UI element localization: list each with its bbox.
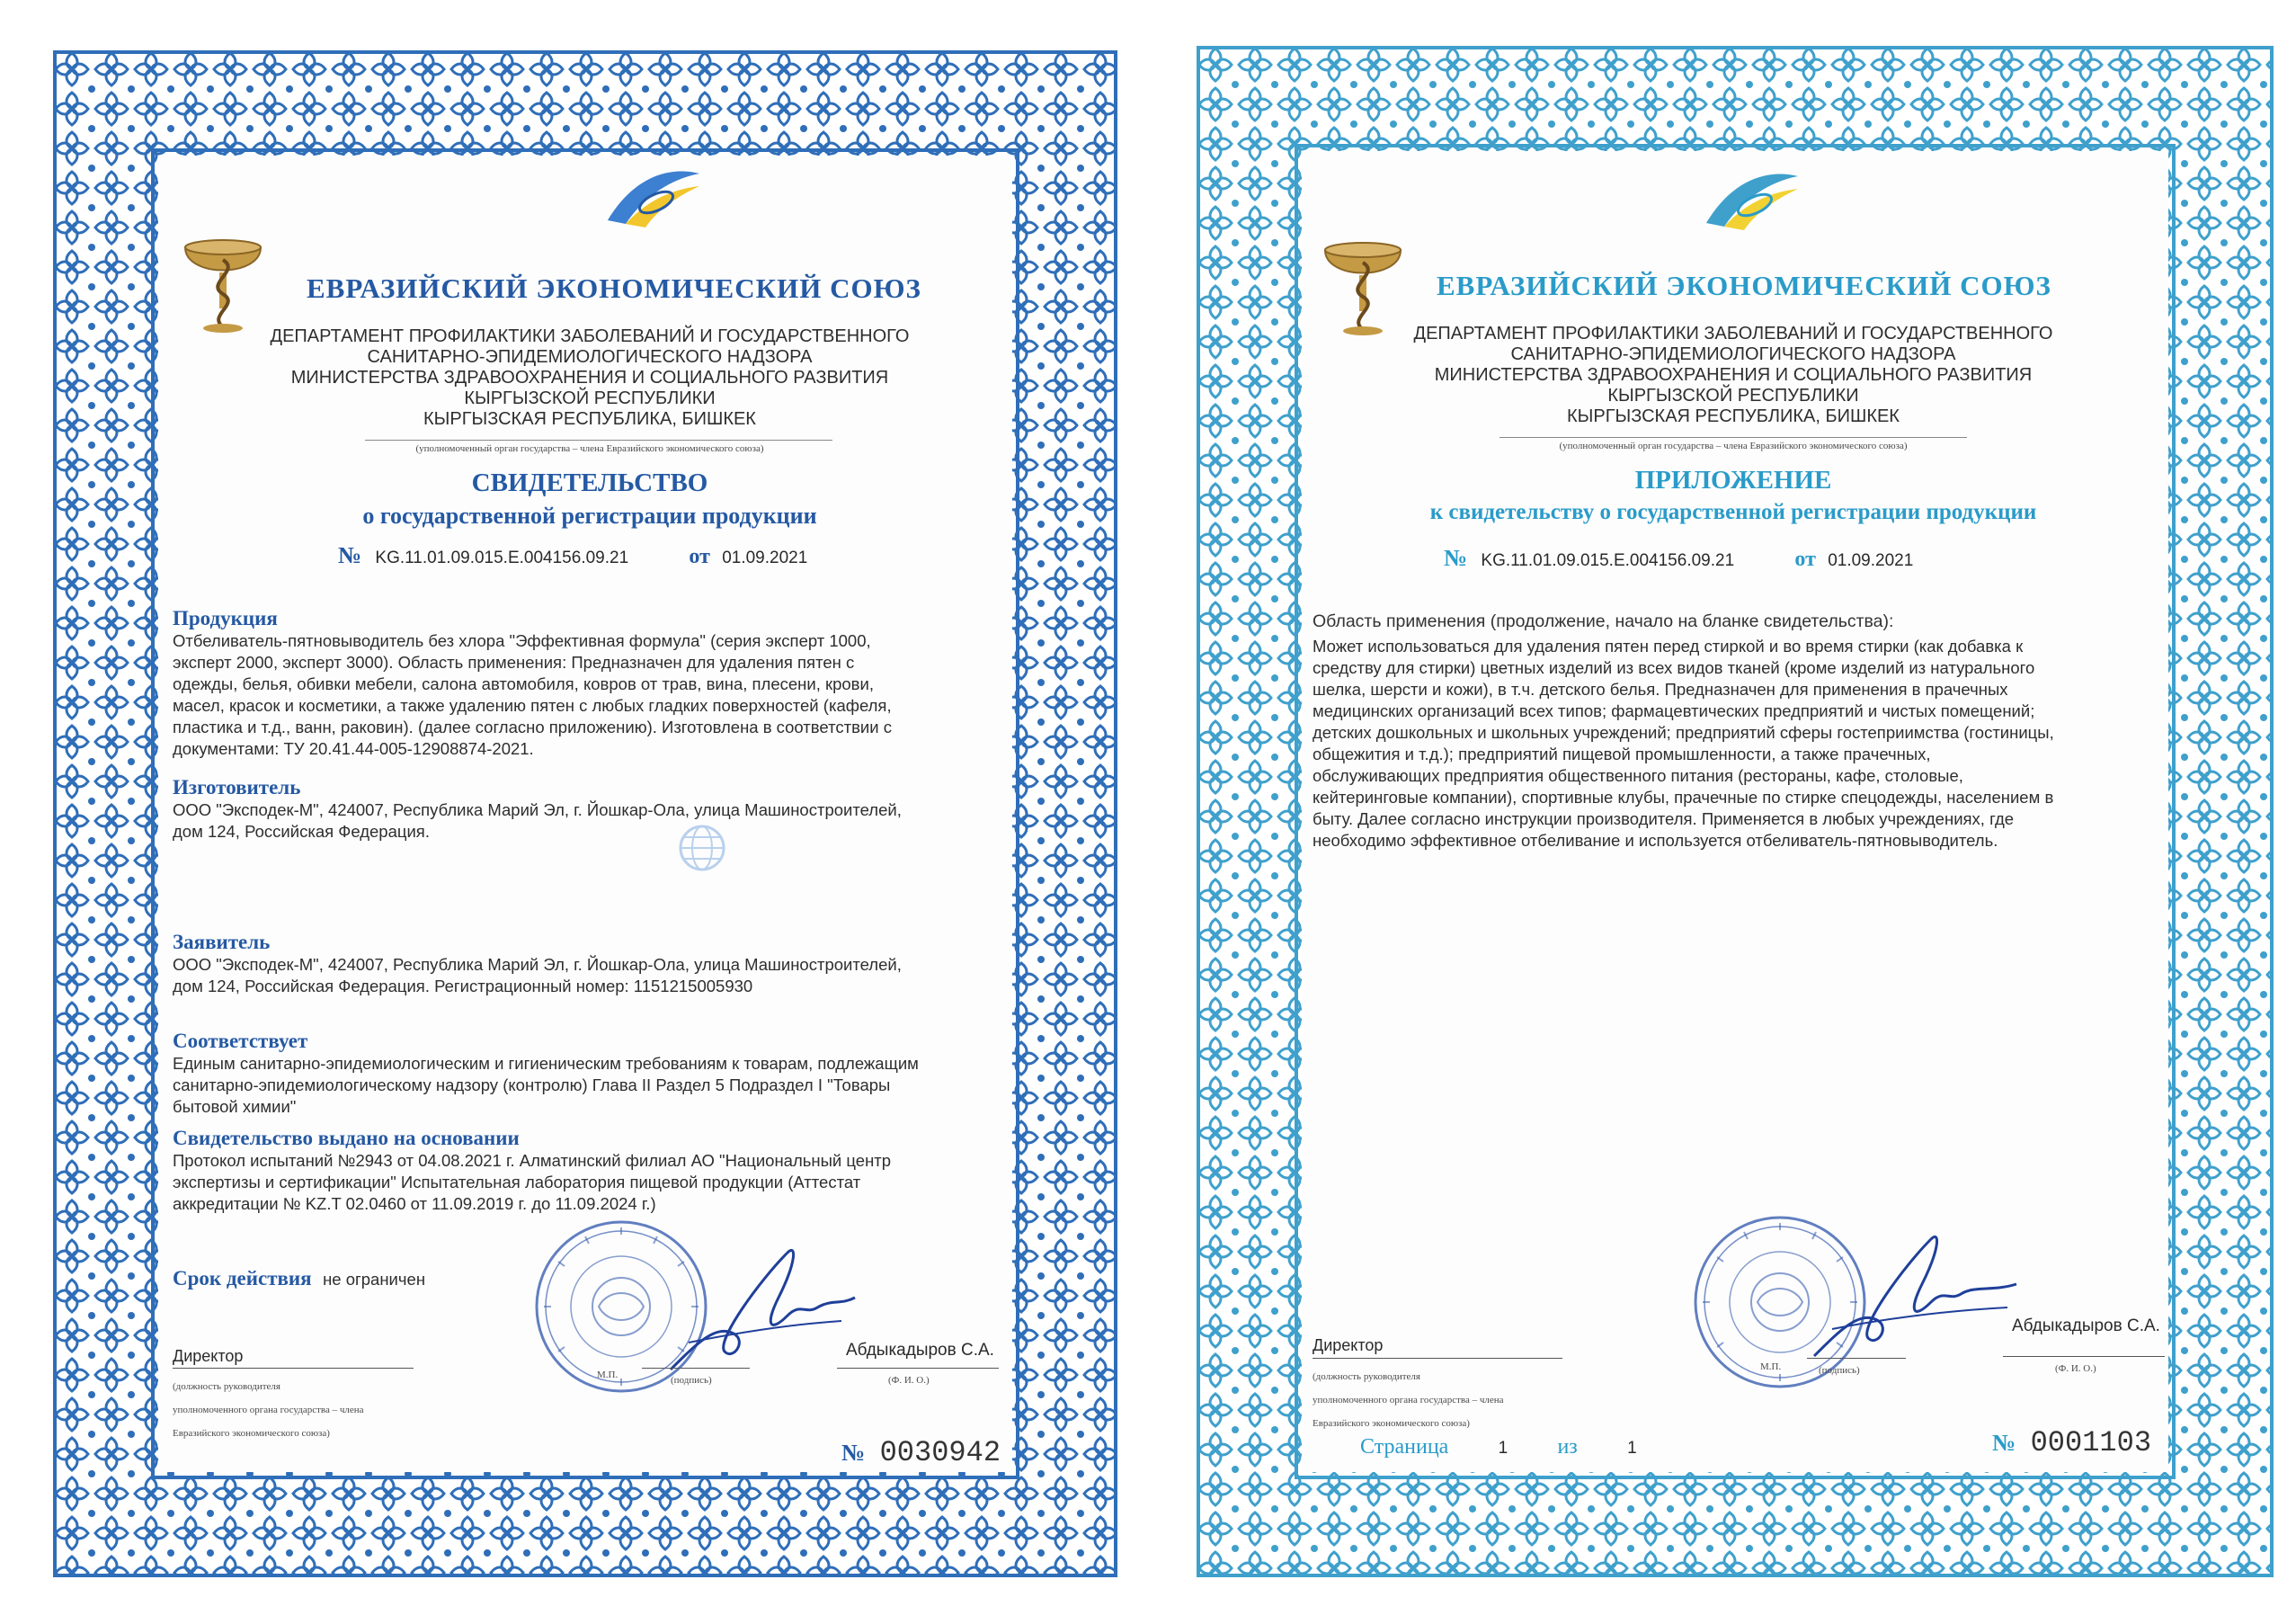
dept-line: САНИТАРНО-ЭПИДЕМИОЛОГИЧЕСКОГО НАДЗОРА: [1510, 344, 1956, 364]
section-applicant: [173, 931, 1000, 997]
union-name: ЕВРАЗИЙСКИЙ ЭКОНОМИЧЕСКИЙ СОЮЗ: [1437, 270, 2051, 301]
page-counter: [1360, 1435, 1637, 1459]
registration-line: [1444, 545, 2073, 572]
seal-place-label: М.П.: [1760, 1361, 1782, 1372]
bowl-of-hygieia-icon: [1318, 230, 1408, 338]
section-product: [173, 607, 1000, 760]
text-line: ООО "Экcподек-М", 424007, Республика Марий Эл, г. Йошкар-Ола, улица Машиностроителей,: [173, 955, 902, 974]
dept-line: ДЕПАРТАМЕНТ ПРОФИЛАКТИКИ ЗАБОЛЕВАНИЙ И ГОСУДАРСТВЕННОГО: [270, 326, 910, 346]
text-line: быту. Далее согласно инструкции производителя. Применяется в любых учреждениях, где: [1313, 809, 2015, 828]
fio-label: (Ф. И. О.): [888, 1375, 930, 1386]
text-line: эксперт 2000, эксперт 3000). Область применения: Предназначен для удаления пятен с: [173, 653, 855, 672]
text-line: аккредитации № KZ.T 02.0460 от 11.09.2019 г. до 11.09.2024 г.): [173, 1194, 656, 1213]
signature-icon: [662, 1235, 859, 1388]
text-line: Протокол испытаний №2943 от 04.08.2021 г. Алматинский филиал АО "Национальный центр: [173, 1151, 892, 1170]
text-line: обслуживающих предприятия общественного питания (рестораны, кафе, столовые,: [1313, 766, 1963, 785]
text-line: пластика и т.д., ванн, раковин). (далее согласно приложению). Изготовлена в соответствии с: [173, 718, 892, 736]
appendix-body: [1302, 151, 2168, 1472]
note-line: Евразийского экономического союза): [1313, 1418, 1470, 1429]
note-line: уполномоченного органа государства – члена: [173, 1405, 364, 1415]
document-title: СВИДЕТЕЛЬСТВО: [471, 468, 708, 497]
text-line: кейтеринговые компании), спортивные клубы, прачечные по стирке спецодежды, населением в: [1313, 788, 2054, 807]
director-note: [173, 1375, 364, 1445]
globe-watermark-icon: [675, 821, 729, 875]
text-line: общежития и т.д.); предприятий пищевой промышленности, а также прачечных,: [1313, 745, 1931, 763]
section-heading: Соответствует: [173, 1030, 308, 1052]
section-heading: Свидетельство выдано на основании: [173, 1127, 520, 1149]
text-line: шелка, шерсти и кожи), в т.ч. детского белья. Предназначен для применения в прачечных: [1313, 680, 2008, 699]
section-heading: Изготовитель: [173, 776, 301, 799]
certificate-sheet: [52, 49, 1118, 1578]
section-heading: Заявитель: [173, 931, 271, 953]
dept-line: КЫРГЫЗСКОЙ РЕСПУБЛИКИ: [464, 388, 716, 408]
eaeu-logo-icon: [599, 166, 707, 229]
section-body: [173, 954, 1000, 997]
text-line: документами: ТУ 20.41.44-005-12908874-2021.: [173, 739, 534, 758]
section-conformity: [173, 1030, 1000, 1118]
dept-line: ДЕПАРТАМЕНТ ПРОФИЛАКТИКИ ЗАБОЛЕВАНИЙ И ГОСУДАРСТВЕННОГО: [1413, 324, 2053, 344]
blank-number-row: [841, 1436, 1001, 1469]
fio-label: (Ф. И. О.): [2055, 1363, 2096, 1374]
department-block: [230, 326, 949, 430]
number-sign: №: [1444, 545, 1468, 571]
page-total: 1: [1627, 1439, 1637, 1458]
bowl-of-hygieia-icon: [178, 228, 268, 335]
section-manufacturer: [173, 776, 1000, 843]
page-label: Страница: [1360, 1435, 1449, 1459]
note-line: (должность руководителя: [173, 1381, 280, 1392]
director-label: Директор: [1313, 1336, 1384, 1354]
signer-name: Абдыкадыров С.А.: [2012, 1316, 2160, 1335]
validity-value: не ограничен: [323, 1270, 426, 1289]
director-note: [1313, 1365, 1504, 1435]
text-line: медицинских организаций всех типов; фармацевтических предприятий и чистых помещений;: [1313, 701, 2035, 720]
document-subtitle: о государственной регистрации продукции: [362, 503, 817, 529]
text-line: дом 124, Российская Федерация.: [173, 822, 430, 841]
date-label: от: [1794, 548, 1816, 571]
section-heading: Продукция: [173, 607, 278, 629]
text-line: Отбеливатель-пятновыводитель без хлора "Эффективная формула" (серия эксперт 1000,: [173, 631, 871, 650]
authority-note: (уполномоченный орган государства – члена Евразийского экономического союза): [1559, 441, 1908, 451]
blank-number-row: [1992, 1426, 2151, 1459]
number-sign: №: [1992, 1430, 2016, 1456]
validity-label: Срок действия: [173, 1267, 312, 1289]
department-block: [1365, 324, 2102, 427]
text-line: дом 124, Российская Федерация. Регистрационный номер: 1151215005930: [173, 977, 753, 995]
appendix-sheet: [1196, 45, 2274, 1578]
text-line: санитарно-эпидемиологическому надзору (контролю) Глава II Раздел 5 Подраздел I "Товары: [173, 1075, 891, 1094]
director-label: Директор: [173, 1347, 244, 1365]
section-body: [173, 799, 1000, 843]
registration-line: [338, 542, 967, 569]
text-line: ООО "Экcподек-М", 424007, Республика Марий Эл, г. Йошкар-Ола, улица Машиностроителей,: [173, 800, 902, 819]
blank-number: 0030942: [879, 1436, 1001, 1469]
number-sign: №: [338, 542, 362, 568]
dept-line: САНИТАРНО-ЭПИДЕМИОЛОГИЧЕСКОГО НАДЗОРА: [367, 347, 813, 367]
registration-number: KG.11.01.09.015.E.004156.09.21: [1481, 551, 1735, 570]
signature-label: (подпись): [1819, 1365, 1860, 1376]
section-body: [173, 630, 1000, 760]
section-body: [173, 1150, 1000, 1215]
signature-label: (подпись): [671, 1375, 712, 1386]
text-line: одежды, белья, обивки мебели, салона автомобиля, ковров от трав, вина, плесени, крови,: [173, 674, 874, 693]
eaeu-logo-icon: [1697, 169, 1805, 232]
signer-name: Абдыкадыров С.А.: [846, 1341, 994, 1360]
note-line: Евразийского экономического союза): [173, 1428, 330, 1439]
section-heading: Область применения (продолжение, начало на бланке свидетельства):: [1313, 611, 1894, 631]
dept-line: КЫРГЫЗСКАЯ РЕСПУБЛИКА, БИШКЕК: [423, 409, 756, 429]
section-body: [173, 1053, 1000, 1118]
text-line: Единым санитарно-эпидемиологическим и гигиеническим требованиям к товарам, подлежащим: [173, 1054, 919, 1073]
section-body: [1313, 636, 2167, 852]
document-subtitle: к свидетельству о государственной регистрации продукции: [1429, 500, 2037, 524]
blank-number: 0001103: [2030, 1426, 2152, 1459]
text-line: средству для стирки) цветных изделий из всех видов тканей (кроме изделий из натурального: [1313, 658, 2035, 677]
text-line: бытовой химии": [173, 1097, 297, 1116]
certificate-body: [158, 156, 1012, 1472]
document-title: ПРИЛОЖЕНИЕ: [1634, 466, 1832, 495]
text-line: необходимо эффективное отбеливание и используется отбеливатель-пятновыводитель.: [1313, 831, 1998, 850]
issue-date: 01.09.2021: [1828, 551, 1914, 570]
text-line: детских дошкольных и школьных учреждений; предприятий сферы гостеприимства (гостиницы,: [1313, 723, 2054, 742]
signature-icon: [1805, 1221, 2021, 1374]
text-line: масел, красок и косметики, а также удалению пятен с любых гладких поверхностей (кафеля,: [173, 696, 892, 715]
text-line: Может использоваться для удаления пятен перед стиркой и во время стирки (как добавка к: [1313, 637, 2024, 656]
dept-line: МИНИСТЕРСТВА ЗДРАВООХРАНЕНИЯ И СОЦИАЛЬНОГО РАЗВИТИЯ: [1434, 365, 2033, 385]
date-label: от: [689, 545, 710, 568]
issue-date: 01.09.2021: [722, 549, 808, 567]
section-scope: [1313, 611, 2167, 852]
authority-note: (уполномоченный орган государства – члена Евразийского экономического союза): [415, 443, 764, 454]
dept-line: КЫРГЫЗСКОЙ РЕСПУБЛИКИ: [1607, 386, 1859, 406]
page-of-label: из: [1557, 1435, 1578, 1459]
number-sign: №: [841, 1440, 866, 1466]
section-basis: [173, 1127, 1000, 1215]
note-line: уполномоченного органа государства – члена: [1313, 1395, 1504, 1405]
seal-place-label: М.П.: [597, 1370, 618, 1380]
union-name: ЕВРАЗИЙСКИЙ ЭКОНОМИЧЕСКИЙ СОЮЗ: [307, 272, 921, 304]
dept-line: КЫРГЫЗСКАЯ РЕСПУБЛИКА, БИШКЕК: [1567, 406, 1900, 426]
note-line: (должность руководителя: [1313, 1371, 1420, 1382]
text-line: экспертизы и сертификации" Испытательная лаборатория пищевой продукции (Аттестат: [173, 1173, 861, 1191]
page-current: 1: [1498, 1439, 1508, 1458]
registration-number: KG.11.01.09.015.E.004156.09.21: [375, 549, 629, 567]
dept-line: МИНИСТЕРСТВА ЗДРАВООХРАНЕНИЯ И СОЦИАЛЬНОГО РАЗВИТИЯ: [290, 368, 889, 388]
